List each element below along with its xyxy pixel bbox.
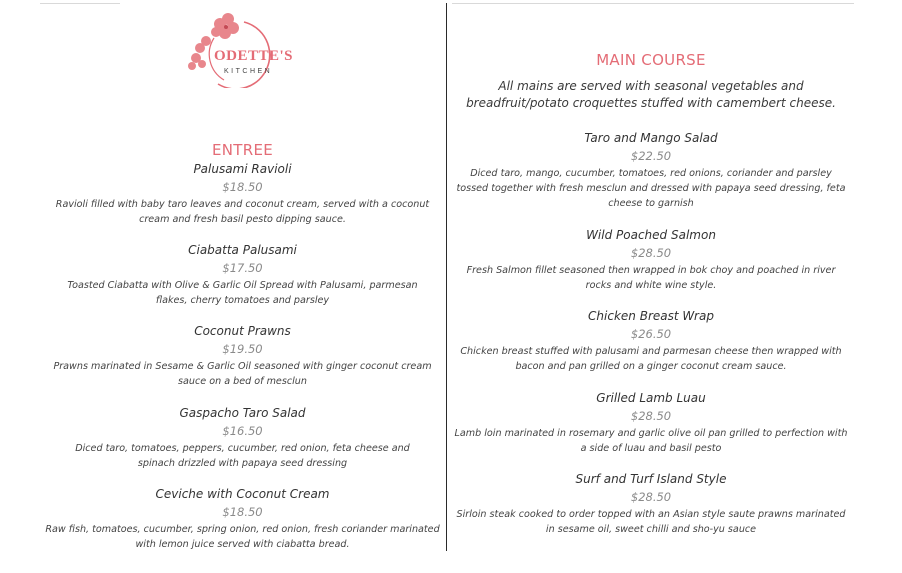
- item-price: $28.50: [630, 409, 672, 423]
- column-divider: [446, 3, 447, 551]
- odettes-kitchen-logo: [184, 8, 304, 88]
- top-rule-right: [452, 3, 854, 4]
- item-description: Sirloin steak cooked to order topped with an Asian style saute prawns marinated in sesame oil, sweet chilli and sho-yu sauce: [456, 509, 846, 535]
- item-price: $18.50: [222, 180, 263, 194]
- item-description: Fresh Salmon fillet seasoned then wrapped in bok choy and poached in river rocks and white wine style.: [466, 265, 836, 291]
- item-price: $28.50: [630, 490, 672, 504]
- entree-title: ENTREE: [211, 141, 274, 159]
- item-price: $18.50: [222, 505, 263, 519]
- item-description: Toasted Ciabatta with Olive & Garlic Oil Spread with Palusami, parmesan flakes, cherry tomatoes and parsley: [67, 280, 418, 306]
- item-description: Diced taro, mango, cucumber, tomatoes, red onions, coriander and parsley tossed together with fresh mesclun and dressed with papaya seed dressing, feta cheese to garnish: [456, 168, 846, 209]
- menu-item: [40, 161, 445, 227]
- menu-item: [453, 227, 849, 293]
- item-name: Surf and Turf Island Style: [575, 472, 727, 486]
- item-price: $28.50: [630, 246, 672, 260]
- menu-item: [40, 323, 445, 389]
- item-price: $26.50: [630, 327, 672, 341]
- svg-text:KITCHEN: KITCHEN: [224, 68, 273, 75]
- item-price: $19.50: [222, 342, 263, 356]
- item-description: Diced taro, tomatoes, peppers, cucumber, red onion, feta cheese and spinach drizzled with papaya seed dressing: [75, 443, 410, 469]
- item-price: $16.50: [222, 424, 263, 438]
- item-name: Ceviche with Coconut Cream: [155, 487, 330, 501]
- menu-item: [453, 390, 849, 456]
- menu-item: [453, 308, 849, 374]
- item-name: Gaspacho Taro Salad: [179, 406, 306, 420]
- item-description: Ravioli filled with baby taro leaves and coconut cream, served with a coconut cream and fresh basil pesto dipping sauce.: [55, 199, 430, 225]
- menu-item: [40, 486, 445, 552]
- main-course-intro: All mains are served with seasonal vegetables and breadfruit/potato croquettes stuffed with camembert cheese.: [466, 79, 836, 110]
- item-name: Palusami Ravioli: [193, 162, 292, 176]
- item-name: Ciabatta Palusami: [188, 243, 297, 257]
- item-name: Taro and Mango Salad: [584, 131, 718, 145]
- menu-item: [40, 405, 445, 471]
- item-description: Prawns marinated in Sesame & Garlic Oil seasoned with ginger coconut cream sauce on a bed of mesclun: [53, 361, 432, 387]
- item-price: $22.50: [630, 149, 672, 163]
- item-name: Coconut Prawns: [194, 324, 291, 338]
- menu-item: [40, 242, 445, 308]
- main-course-title: MAIN COURSE: [596, 51, 706, 69]
- menu-item: [453, 130, 849, 211]
- item-name: Chicken Breast Wrap: [588, 309, 714, 323]
- svg-text:ODETTE'S: ODETTE'S: [214, 48, 294, 64]
- item-name: Grilled Lamb Luau: [596, 391, 706, 405]
- item-description: Lamb loin marinated in rosemary and garlic olive oil pan grilled to perfection with a side of luau and basil pesto: [454, 428, 848, 454]
- item-price: $17.50: [222, 261, 263, 275]
- menu-item: [453, 471, 849, 537]
- item-description: Chicken breast stuffed with palusami and parmesan cheese then wrapped with bacon and pan grilled on a ginger coconut cream sauce.: [460, 346, 842, 372]
- item-name: Wild Poached Salmon: [586, 228, 716, 242]
- item-description: Raw fish, tomatoes, cucumber, spring onion, red onion, fresh coriander marinated with lemon juice served with ciabatta bread.: [45, 524, 440, 550]
- top-rule-left: [40, 3, 120, 4]
